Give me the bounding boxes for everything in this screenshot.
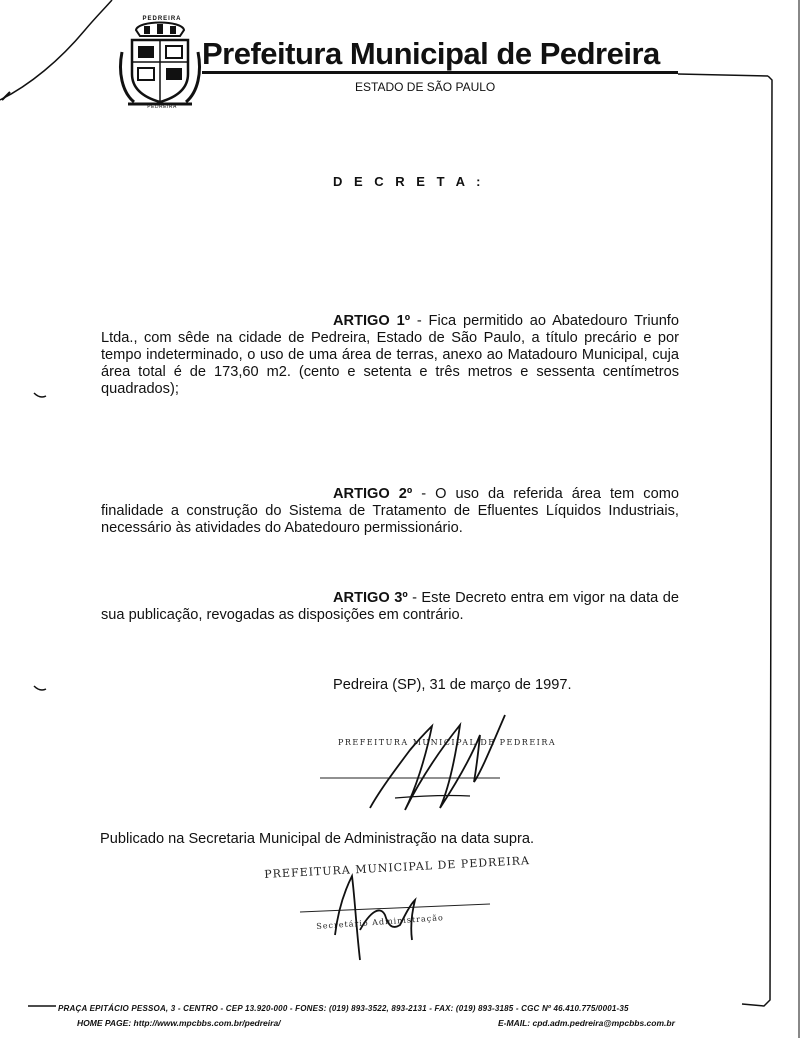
footer-address: PRAÇA EPITÁCIO PESSOA, 3 - CENTRO - CEP 13.920-000 - FONES: (019) 893-3522, 893-2131 - FAX: (019) 893-3185 - CGC Nº 46.410.775/0001-35 — [58, 1004, 629, 1013]
footer-email: E-MAIL: cpd.adm.pedreira@mpcbbs.com.br — [498, 1018, 675, 1028]
dateline: Pedreira (SP), 31 de março de 1997. — [333, 677, 572, 693]
article-1 — [101, 313, 679, 398]
footer-homepage: HOME PAGE: http://www.mpcbbs.com.br/pedreira/ — [77, 1018, 281, 1028]
secretary-role: Secretário Administração — [316, 913, 445, 931]
crest-motto: PEDREIRA — [142, 16, 182, 22]
page-subtitle: ESTADO DE SÃO PAULO — [355, 80, 496, 94]
article-2-label: ARTIGO 2º — [333, 486, 413, 502]
coat-of-arms-logo — [118, 12, 202, 114]
article-3-text: - Este Decreto entra em vigor na data de sua publicação, revogadas as disposições em contrário. — [101, 590, 679, 623]
article-3-label: ARTIGO 3º — [333, 590, 408, 606]
crest-banner: PEDREIRA — [147, 104, 177, 110]
article-2-text: - O uso da referida área tem como finalidade a construção do Sistema de Tratamento de Efluentes Líquidos Industriais, necessário às atividades do Abatedouro permissionário. — [101, 486, 679, 536]
secretary-stamp: PREFEITURA MUNICIPAL DE PEDREIRA — [264, 854, 531, 881]
article-1-text: - Fica permitido ao Abatedouro Triunfo Ltda., com sêde na cidade de Pedreira, Estado de São Paulo, a título precário e por tempo indeterminado, o uso de uma área de terras, anexo ao Matadouro Municipal, cuja área total é de 173,60 m2. (cento e setenta e três metros e sessenta centímetros quadrados); — [101, 313, 679, 397]
page-title: Prefeitura Municipal de Pedreira — [202, 36, 660, 71]
mayor-stamp: PREFEITURA MUNICIPAL DE PEDREIRA — [338, 738, 557, 747]
article-3 — [101, 590, 679, 624]
article-2 — [101, 486, 679, 537]
article-1-label: ARTIGO 1º — [333, 313, 411, 329]
decree-heading: D E C R E T A : — [333, 174, 485, 189]
publication-note: Publicado na Secretaria Municipal de Administração na data supra. — [100, 831, 535, 847]
header-rule — [202, 71, 678, 74]
